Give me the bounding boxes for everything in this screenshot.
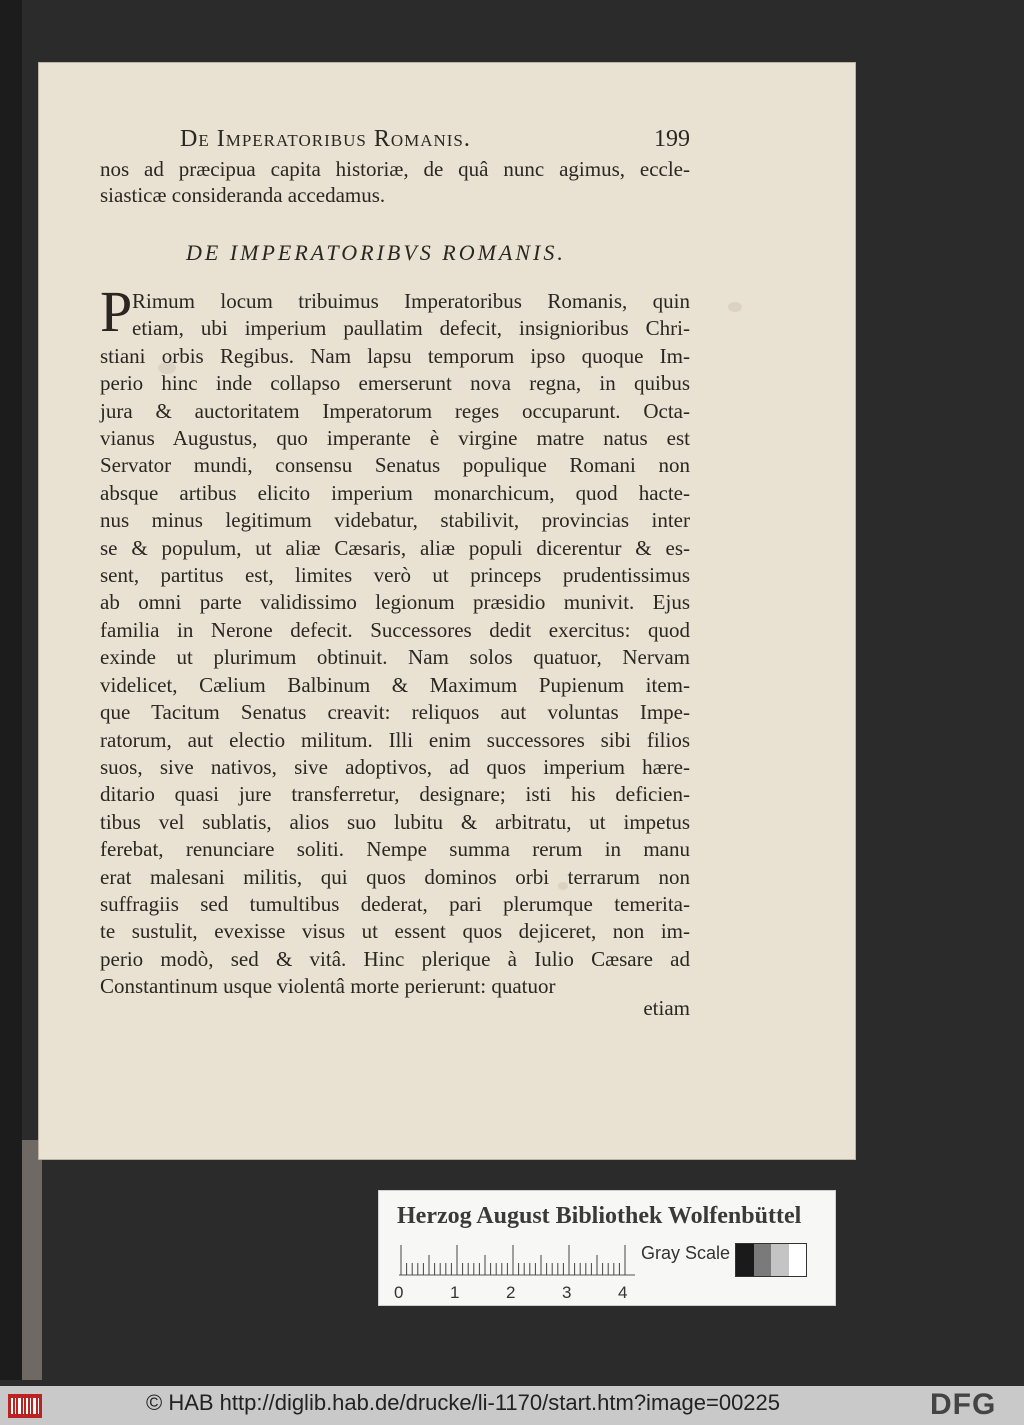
- section-heading: DE IMPERATORIBVS ROMANIS.: [186, 240, 566, 265]
- ruler-label: 2: [506, 1283, 516, 1302]
- gray-swatch-cell: [754, 1244, 772, 1276]
- text-line: stiani orbis Regibus. Nam lapsu temporum ipso quoque Im-: [100, 343, 690, 368]
- scan-left-edge: [0, 0, 22, 1380]
- intro-paragraph: [100, 156, 690, 208]
- text-line: tibus vel sublatis, alios suo lubitu & arbitratu, ut impetus: [100, 809, 690, 834]
- text-line: ab omni parte validissimo legionum præsidio munivit. Ejus: [100, 590, 690, 615]
- text-line: vianus Augustus, quo imperante è virgine matre natus est: [100, 426, 690, 451]
- text-line: sent, partitus est, limites verò ut princeps prudentissimus: [100, 563, 690, 588]
- text-line: suos, sive nativos, sive adoptivos, ad quos imperium hære-: [100, 754, 690, 779]
- running-head: De Imperatoribus Romanis.: [180, 126, 471, 152]
- ruler-label: 4: [618, 1283, 628, 1302]
- body-paragraph: [100, 288, 690, 1001]
- library-label-card: [378, 1190, 836, 1306]
- footer-bar: [0, 1386, 1024, 1425]
- text-line: perio hinc inde collapso emerserunt nova regna, in quibus: [100, 371, 690, 396]
- gray-swatch-cell: [771, 1244, 789, 1276]
- copyright-text: © HAB http://diglib.hab.de/drucke/li-1170/start.htm?image=00225: [146, 1390, 781, 1415]
- ruler-label: 0: [394, 1283, 404, 1302]
- text-line: ditario quasi jure transferretur, designare; isti his deficien-: [100, 782, 690, 807]
- barcode-icon: [8, 1394, 42, 1418]
- text-line: suffragiis sed tumultibus dederat, pari plerumque temerita-: [100, 891, 690, 916]
- page-header: [170, 126, 690, 156]
- book-leaf-edge: [22, 1140, 42, 1380]
- text-line: nos ad præcipua capita historiæ, de quâ nunc agimus, eccle-: [100, 157, 690, 181]
- gray-scale-swatch: [735, 1243, 807, 1277]
- text-line: te sustulit, evexisse visus ut essent quos dejiceret, non im-: [100, 919, 690, 944]
- text-line: absque artibus elicito imperium monarchicum, quod hacte-: [100, 480, 690, 505]
- text-line: ferebat, renunciare soliti. Nempe summa rerum in manu: [100, 837, 690, 862]
- paper-stain: [728, 302, 742, 312]
- text-line: erat malesani militis, qui quos dominos orbi terrarum non: [100, 864, 690, 889]
- text-line: Constantinum usque violentâ morte perierunt: quatuor: [100, 974, 556, 999]
- text-line: ratorum, aut electio militum. Illi enim successores sibi filios: [100, 727, 690, 752]
- text-line: exinde ut plurimum obtinuit. Nam solos quatuor, Nervam: [100, 645, 690, 670]
- text-line: Servator mundi, consensu Senatus populique Romani non: [100, 453, 690, 478]
- text-line: jura & auctoritatem Imperatorum reges occuparunt. Octa-: [100, 398, 690, 423]
- ruler-label: 3: [562, 1283, 572, 1302]
- text-line: se & populum, ut aliæ Cæsaris, aliæ populi dicerentur & es-: [100, 535, 690, 560]
- gray-swatch-cell: [789, 1244, 807, 1276]
- catchword: etiam: [643, 996, 690, 1020]
- gray-swatch-cell: [736, 1244, 754, 1276]
- text-line: siasticæ consideranda accedamus.: [100, 183, 386, 207]
- text-line: familia in Nerone defecit. Successores dedit exercitus: quod: [100, 617, 690, 642]
- page-number: 199: [654, 126, 690, 152]
- ruler-label: 1: [450, 1283, 460, 1302]
- drop-cap: P: [100, 279, 133, 344]
- text-line: Rimum locum tribuimus Imperatoribus Romanis, quin: [132, 289, 690, 313]
- text-line: nus minus legitimum videbatur, stabilivit, provincias inter: [100, 508, 690, 533]
- ruler-scale: [397, 1241, 637, 1277]
- text-line: etiam, ubi imperium paullatim defecit, insignioribus Chri-: [132, 316, 690, 341]
- gray-scale-label: Gray Scale: [641, 1243, 731, 1263]
- library-name: Herzog August Bibliothek Wolfenbüttel: [397, 1203, 802, 1229]
- text-line: videlicet, Cælium Balbinum & Maximum Pupienum item-: [100, 672, 690, 697]
- text-line: perio modò, sed & vitâ. Hinc plerique à Iulio Cæsare ad: [100, 946, 690, 971]
- dfg-logo: DFG: [930, 1388, 997, 1421]
- text-line: que Tacitum Senatus creavit: reliquos aut voluntas Impe-: [100, 700, 690, 725]
